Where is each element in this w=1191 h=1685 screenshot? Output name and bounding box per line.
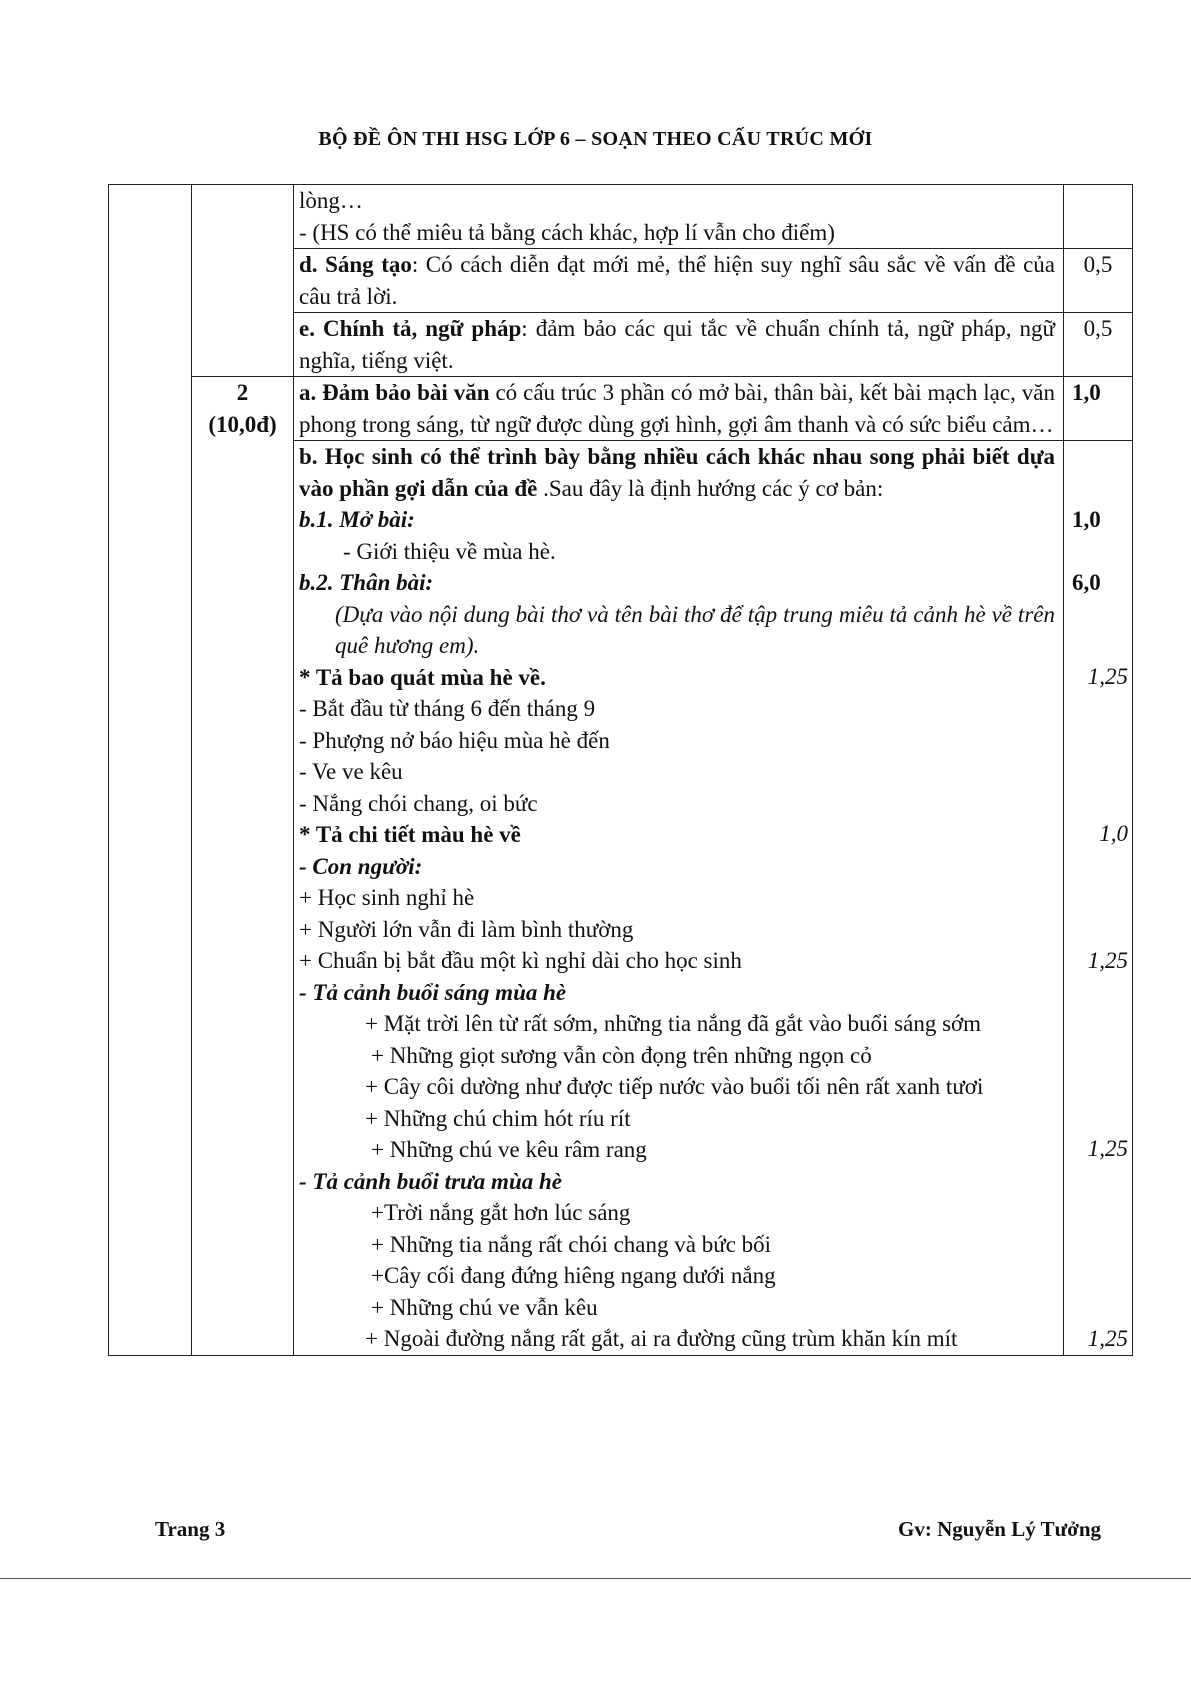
intro-bold: b. Học sinh có thể trình bày bằng nhiều cách khác nhau song phải biết dựa vào phần gợi dẫn của đề (299, 444, 1055, 501)
people-heading: - Con người: (299, 853, 423, 879)
score-value: 1,25 (1087, 1136, 1128, 1161)
criterion-label: a. Đảm bảo bài văn (299, 380, 490, 405)
overview-line: - Nắng chói chang, oi bức (299, 790, 538, 816)
score-cell (1064, 313, 1133, 377)
section-cell (109, 185, 192, 1356)
score-value: 6,0 (1072, 570, 1101, 595)
criterion-text (299, 313, 1055, 376)
detail-heading: * Tả chi tiết màu hè về (299, 822, 521, 847)
than-bai-note-text: (Dựa vào nội dung bài thơ và tên bài thơ để tập trung miêu tả cảnh hè về trên quê hương em). (335, 601, 1055, 658)
score-value: 0,5 (1083, 316, 1113, 341)
score-value: 1,0 (1072, 380, 1101, 405)
morning-heading: - Tả cảnh buổi sáng mùa hè (299, 979, 567, 1005)
criterion-body: : Có cách diễn đạt mới mẻ, thể hiện suy nghĩ sâu sắc về vấn đề của câu trả lời. (299, 252, 1055, 309)
question-cell-1 (192, 185, 294, 377)
criterion-label: e. Chính tả, ngữ pháp (299, 316, 522, 341)
score-cell (1064, 377, 1133, 441)
people-line: + Người lớn vẫn đi làm bình thường (299, 916, 634, 942)
morning-line: + Mặt trời lên từ rất sớm, những tia nắng đã gắt vào buổi sáng sớm (365, 1011, 982, 1036)
morning-line: + Những giọt sương vẫn còn đọng trên những ngọn cỏ (371, 1042, 872, 1068)
noon-line: +Trời nắng gắt hơn lúc sáng (371, 1200, 631, 1225)
score-value: 1,0 (1072, 507, 1101, 532)
content-cell (294, 249, 1064, 313)
score-cell (1064, 185, 1133, 249)
score-cell (1064, 249, 1133, 313)
table-row (109, 185, 1133, 249)
noon-line: + Ngoài đường nắng rất gắt, ai ra đường cũng trùm khăn kín mít (365, 1326, 958, 1351)
overview-heading: * Tả bao quát mùa hè về. (299, 664, 546, 690)
score-value: 0,5 (1083, 252, 1113, 277)
score-cell (1064, 441, 1133, 1356)
score-value: 1,0 (1099, 821, 1128, 846)
footer-divider (0, 1578, 1191, 1579)
teacher-name: Gv: Nguyễn Lý Tưởng (898, 1517, 1101, 1541)
answer-table (108, 184, 1133, 1356)
page-header: BỘ ĐỀ ÔN THI HSG LỚP 6 – SOẠN THEO CẤU TRÚC MỚI (318, 128, 873, 150)
score-value: 1,25 (1087, 948, 1128, 973)
morning-line: + Những chú ve kêu râm rang (371, 1137, 647, 1162)
content-cell (294, 313, 1064, 377)
criterion-text (299, 377, 1055, 440)
morning-line: + Những chú chim hót ríu rít (365, 1105, 631, 1131)
criterion-body: : đảm bảo các qui tắc về chuẩn chính tả, ngữ pháp, ngữ nghĩa, tiếng việt. (299, 316, 1056, 373)
overview-line: - Ve ve kêu (299, 759, 403, 784)
score-value: 1,25 (1087, 1326, 1128, 1351)
content-cell (294, 185, 1064, 249)
criterion-body: có cấu trúc 3 phần có mở bài, thân bài, kết bài mạch lạc, văn phong trong sáng, từ ngữ được dùng gợi hình, gợi âm thanh và có sức biểu cảm… (299, 380, 1055, 437)
mo-bai-heading: b.1. Mở bài: (299, 507, 415, 532)
than-bai-note (299, 599, 1055, 662)
question-number: 2 (236, 380, 249, 405)
score-value: 1,25 (1087, 664, 1128, 689)
table-row (109, 377, 1133, 441)
question-points: (10,0đ) (208, 411, 277, 437)
content-cell (294, 441, 1064, 1356)
than-bai-heading: b.2. Thân bài: (299, 570, 434, 595)
noon-line: + Những tia nắng rất chói chang và bức bối (371, 1231, 772, 1257)
question-cell-2 (192, 377, 294, 1356)
morning-line: + Cây côi dường như được tiếp nước vào buổi tối nên rất xanh tươi (365, 1074, 984, 1099)
noon-line: +Cây cối đang đứng hiêng ngang dưới nắng (371, 1263, 776, 1288)
overview-line: - Bắt đầu từ tháng 6 đến tháng 9 (299, 696, 596, 721)
page-number: Trang 3 (155, 1517, 226, 1541)
criterion-text (299, 249, 1055, 312)
noon-line: + Những chú ve vẫn kêu (371, 1294, 598, 1320)
criterion-label: d. Sáng tạo (299, 252, 412, 277)
content-line: - (HS có thể miêu tả bằng cách khác, hợp lí vẫn cho điểm) (299, 219, 835, 245)
intro-rest: .Sau đây là định hướng các ý cơ bản: (537, 475, 884, 501)
people-line: + Học sinh nghỉ hè (299, 885, 475, 910)
intro-text (299, 441, 1055, 504)
people-line: + Chuẩn bị bắt đầu một kì nghỉ dài cho học sinh (299, 948, 742, 973)
overview-line: - Phượng nở báo hiệu mùa hè đến (299, 727, 610, 753)
content-cell (294, 377, 1064, 441)
noon-heading: - Tả cảnh buổi trưa mùa hè (299, 1168, 562, 1194)
mo-bai-line: - Giới thiệu về mùa hè. (343, 538, 556, 564)
content-line: lòng… (299, 188, 363, 213)
